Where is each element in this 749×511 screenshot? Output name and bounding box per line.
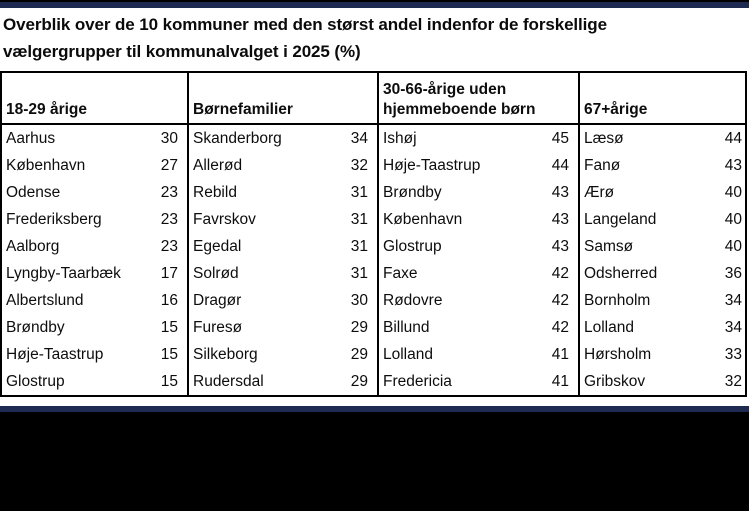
table-row xyxy=(379,233,578,260)
municipality-name: Ærø xyxy=(584,183,615,201)
municipality-value: 31 xyxy=(350,210,368,228)
municipality-value: 42 xyxy=(551,291,569,309)
municipality-value: 30 xyxy=(160,129,178,147)
municipality-value: 42 xyxy=(551,318,569,336)
municipality-value: 30 xyxy=(350,291,368,309)
table-row xyxy=(379,287,578,314)
municipality-value: 31 xyxy=(350,183,368,201)
rows xyxy=(379,125,578,395)
municipalities-table xyxy=(0,71,747,397)
table-row xyxy=(2,287,187,314)
table-row xyxy=(580,287,745,314)
municipality-value: 33 xyxy=(724,345,742,363)
table-row xyxy=(580,206,745,233)
municipality-name: Dragør xyxy=(193,291,242,309)
table-row xyxy=(189,341,377,368)
municipality-name: København xyxy=(6,156,86,174)
table-row xyxy=(2,206,187,233)
municipality-name: Egedal xyxy=(193,237,242,255)
municipality-name: Gribskov xyxy=(584,372,646,390)
table-row xyxy=(189,152,377,179)
municipality-name: Favrskov xyxy=(193,210,256,228)
municipality-value: 31 xyxy=(350,264,368,282)
municipality-name: Læsø xyxy=(584,129,624,147)
page-title-line-2: vælgergrupper til kommunalvalget i 2025 (%) xyxy=(3,42,361,61)
municipality-name: Langeland xyxy=(584,210,657,228)
municipality-name: Skanderborg xyxy=(193,129,282,147)
table-row xyxy=(379,179,578,206)
municipality-value: 34 xyxy=(350,129,368,147)
municipality-name: Solrød xyxy=(193,264,239,282)
column-group xyxy=(187,73,377,395)
municipality-name: Fanø xyxy=(584,156,621,174)
table-row xyxy=(189,314,377,341)
table-row xyxy=(580,179,745,206)
municipality-value: 29 xyxy=(350,318,368,336)
rows xyxy=(580,125,745,395)
municipality-value: 44 xyxy=(724,129,742,147)
municipality-name: Ishøj xyxy=(383,129,417,147)
municipality-name: Hørsholm xyxy=(584,345,652,363)
table-header-cell: Børnefamilier xyxy=(189,73,377,125)
municipality-value: 29 xyxy=(350,372,368,390)
municipality-name: Frederiksberg xyxy=(6,210,102,228)
table-row xyxy=(189,179,377,206)
municipality-value: 41 xyxy=(551,372,569,390)
municipality-name: Odsherred xyxy=(584,264,658,282)
table-row xyxy=(580,125,745,152)
municipality-value: 15 xyxy=(160,345,178,363)
table-row xyxy=(580,152,745,179)
page-title-line-1: Overblik over de 10 kommuner med den størst andel indenfor de forskellige xyxy=(3,15,607,34)
municipality-value: 23 xyxy=(160,210,178,228)
table-row xyxy=(2,125,187,152)
table-row xyxy=(580,314,745,341)
table-row xyxy=(189,260,377,287)
municipality-name: Albertslund xyxy=(6,291,84,309)
municipality-value: 17 xyxy=(160,264,178,282)
rows xyxy=(2,125,187,395)
table-row xyxy=(2,368,187,395)
municipality-value: 29 xyxy=(350,345,368,363)
table-row xyxy=(2,341,187,368)
municipality-value: 27 xyxy=(160,156,178,174)
municipality-value: 32 xyxy=(724,372,742,390)
table-row xyxy=(2,233,187,260)
table-row xyxy=(2,152,187,179)
column-group xyxy=(2,73,187,395)
municipality-name: København xyxy=(383,210,463,228)
table-header-cell: 67+årige xyxy=(580,73,745,125)
table-row xyxy=(379,314,578,341)
table-row xyxy=(379,152,578,179)
municipality-name: Billund xyxy=(383,318,430,336)
table-row xyxy=(189,125,377,152)
table-row xyxy=(580,233,745,260)
municipality-name: Høje-Taastrup xyxy=(6,345,104,363)
municipality-value: 15 xyxy=(160,372,178,390)
municipality-name: Rebild xyxy=(193,183,237,201)
table-row xyxy=(2,179,187,206)
municipality-value: 42 xyxy=(551,264,569,282)
municipality-value: 43 xyxy=(551,210,569,228)
municipality-name: Faxe xyxy=(383,264,418,282)
municipality-value: 23 xyxy=(160,237,178,255)
table-row xyxy=(2,314,187,341)
municipality-value: 41 xyxy=(551,345,569,363)
table-header-cell: 18-29 årige xyxy=(2,73,187,125)
table-row xyxy=(379,260,578,287)
municipality-value: 23 xyxy=(160,183,178,201)
table-row xyxy=(379,206,578,233)
table-row xyxy=(189,287,377,314)
municipality-value: 44 xyxy=(551,156,569,174)
table-header-cell: 30-66-årige uden hjemmeboende børn xyxy=(379,73,578,125)
municipality-name: Rudersdal xyxy=(193,372,264,390)
table-row xyxy=(2,260,187,287)
column-group xyxy=(377,73,578,395)
municipality-value: 34 xyxy=(724,291,742,309)
table-row xyxy=(189,368,377,395)
municipality-name: Høje-Taastrup xyxy=(383,156,481,174)
table-row xyxy=(189,233,377,260)
rows xyxy=(189,125,377,395)
municipality-value: 31 xyxy=(350,237,368,255)
municipality-value: 40 xyxy=(724,183,742,201)
municipality-value: 16 xyxy=(160,291,178,309)
municipality-name: Samsø xyxy=(584,237,634,255)
municipality-name: Brøndby xyxy=(6,318,65,336)
municipality-name: Bornholm xyxy=(584,291,651,309)
table-row xyxy=(379,341,578,368)
municipality-name: Lyngby-Taarbæk xyxy=(6,264,121,282)
municipality-name: Lolland xyxy=(584,318,634,336)
municipality-name: Brøndby xyxy=(383,183,442,201)
municipality-value: 40 xyxy=(724,237,742,255)
municipality-name: Allerød xyxy=(193,156,243,174)
table-row xyxy=(580,341,745,368)
column-group xyxy=(578,73,745,395)
municipality-name: Glostrup xyxy=(383,237,442,255)
municipality-value: 43 xyxy=(551,237,569,255)
municipality-name: Silkeborg xyxy=(193,345,258,363)
municipality-value: 34 xyxy=(724,318,742,336)
municipality-value: 36 xyxy=(724,264,742,282)
municipality-name: Aalborg xyxy=(6,237,60,255)
municipality-value: 43 xyxy=(724,156,742,174)
table-row xyxy=(379,125,578,152)
municipality-name: Furesø xyxy=(193,318,243,336)
table-row xyxy=(580,368,745,395)
page-title xyxy=(3,11,743,65)
table-row xyxy=(189,206,377,233)
municipality-value: 45 xyxy=(551,129,569,147)
municipality-value: 15 xyxy=(160,318,178,336)
table-row xyxy=(379,368,578,395)
municipality-value: 40 xyxy=(724,210,742,228)
municipality-value: 43 xyxy=(551,183,569,201)
bottom-black-band xyxy=(0,412,749,511)
municipality-value: 32 xyxy=(350,156,368,174)
municipality-name: Glostrup xyxy=(6,372,65,390)
municipality-name: Odense xyxy=(6,183,61,201)
municipality-name: Rødovre xyxy=(383,291,443,309)
table-row xyxy=(580,260,745,287)
municipality-name: Aarhus xyxy=(6,129,56,147)
municipality-name: Lolland xyxy=(383,345,433,363)
municipality-name: Fredericia xyxy=(383,372,452,390)
top-rule-navy xyxy=(0,2,749,8)
